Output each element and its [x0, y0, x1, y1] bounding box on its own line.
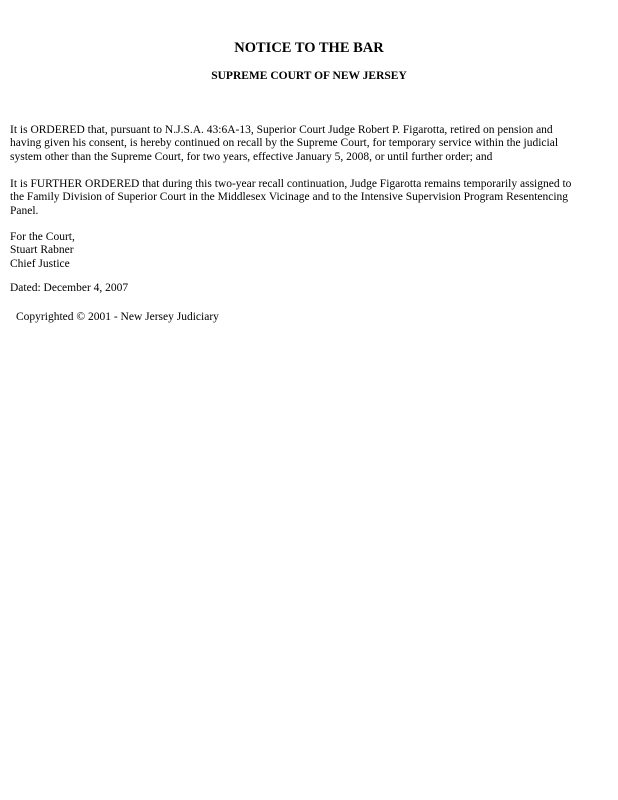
document-subtitle: SUPREME COURT OF NEW JERSEY	[211, 70, 407, 82]
paragraph-line: Panel.	[10, 204, 39, 217]
signature-line-for-court: For the Court,	[10, 231, 75, 243]
signatory-name: Stuart Rabner	[10, 244, 74, 257]
order-paragraph-1	[10, 124, 610, 164]
signatory-position: Chief Justice	[10, 257, 70, 270]
paragraph-line: having given his consent, is hereby continued on recall by the Supreme Court, for temporary service within the judicial	[10, 137, 559, 150]
document-title: NOTICE TO THE BAR	[234, 40, 384, 56]
signature-block	[10, 231, 610, 271]
copyright-notice: Copyrighted © 2001 - New Jersey Judiciary	[16, 311, 219, 323]
paragraph-line: system other than the Supreme Court, for two years, effective January 5, 2008, or until further order; and	[10, 150, 493, 163]
dated-line: Dated: December 4, 2007	[10, 282, 129, 294]
paragraph-line: the Family Division of Superior Court in the Middlesex Vicinage and to the Intensive Supervision Program Resentencing	[10, 191, 569, 204]
order-paragraph-2	[10, 178, 610, 218]
paragraph-line: It is FURTHER ORDERED that during this two-year recall continuation, Judge Figarotta remains temporarily assigned to	[10, 178, 572, 190]
paragraph-line: It is ORDERED that, pursuant to N.J.S.A. 43:6A-13, Superior Court Judge Robert P. Figarotta, retired on pension and	[10, 124, 553, 136]
